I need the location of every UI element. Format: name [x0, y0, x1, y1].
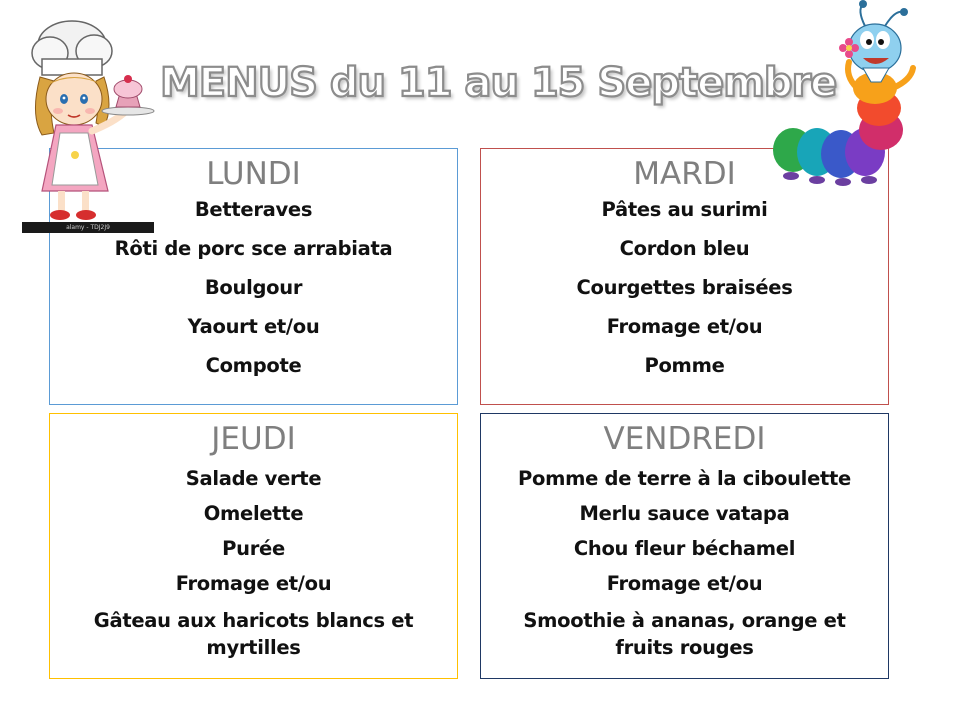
day-heading: MARDI — [633, 156, 736, 192]
page-title: MENUS du 11 au 15 Septembre — [160, 60, 837, 106]
menu-item: Yaourt et/ou — [187, 315, 320, 338]
menu-item: Betteraves — [194, 198, 313, 221]
menu-list — [481, 467, 888, 661]
menu-item: Salade verte — [185, 467, 322, 490]
menu-item: Fromage et/ou — [606, 315, 763, 338]
day-heading: LUNDI — [206, 156, 301, 192]
menu-item: Rôti de porc sce arrabiata — [114, 237, 393, 260]
day-heading: JEUDI — [211, 421, 296, 457]
menu-item: Cordon bleu — [619, 237, 750, 260]
menu-list — [481, 200, 888, 376]
menu-item: Pomme — [644, 354, 725, 377]
menu-item: Fromage et/ou — [175, 572, 332, 595]
menu-item: Pâtes au surimi — [601, 198, 768, 221]
day-card-vendredi — [480, 413, 889, 679]
menu-item: Courgettes braisées — [576, 276, 793, 299]
menu-item: Purée — [222, 537, 285, 560]
day-card-jeudi — [49, 413, 458, 679]
image-watermark: alamy - TDJ2J9 — [22, 222, 154, 233]
menu-item: Chou fleur béchamel — [573, 537, 796, 560]
menu-item: Compote — [205, 354, 302, 377]
menu-item: Gâteau aux haricots blancs et myrtilles — [93, 609, 414, 659]
menu-item: Merlu sauce vatapa — [579, 502, 790, 525]
caterpillar-illustration — [765, 0, 925, 200]
menu-item: Omelette — [203, 502, 304, 525]
menu-item: Smoothie à ananas, orange et fruits rouges — [523, 609, 846, 659]
menu-item: Boulgour — [204, 276, 303, 299]
menu-item: Fromage et/ou — [606, 572, 763, 595]
day-heading: VENDREDI — [603, 421, 766, 457]
menu-list — [50, 467, 457, 661]
menu-item: Pomme de terre à la ciboulette — [518, 467, 851, 490]
chef-girl-illustration — [20, 15, 160, 235]
